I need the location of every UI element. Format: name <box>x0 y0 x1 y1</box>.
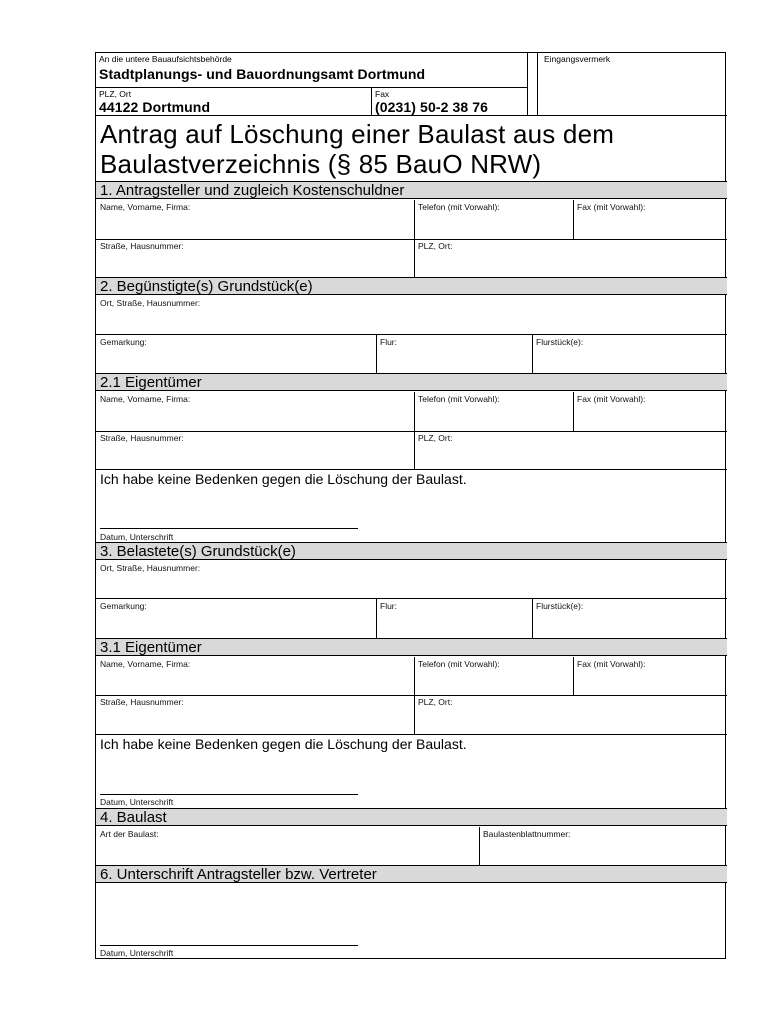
form-header <box>96 53 727 116</box>
section-4-title: 4. Baulast <box>100 809 167 826</box>
s31-fax-label: Fax (mit Vorwahl): <box>577 659 646 669</box>
eingang-label: Eingangsvermerk <box>544 54 611 64</box>
recipient-label: An die untere Bauaufsichtsbehörde <box>99 54 232 64</box>
s31-signature-line[interactable] <box>100 794 358 795</box>
section-2-header <box>96 277 727 295</box>
section-3-1-header <box>96 638 727 656</box>
section-2-1-header <box>96 373 727 391</box>
title-line-2: Baulastverzeichnis (§ 85 BauO NRW) <box>100 149 542 179</box>
recipient-block <box>96 53 528 115</box>
s21-statement: Ich habe keine Bedenken gegen die Löschung der Baulast. <box>100 471 467 487</box>
s31-signature-label: Datum, Unterschrift <box>100 797 174 807</box>
section-3-header <box>96 542 727 560</box>
s2-row-line <box>96 334 727 335</box>
s1-telefon-label: Telefon (mit Vorwahl): <box>418 202 500 212</box>
s4-art-label: Art der Baulast: <box>100 829 159 839</box>
s6-signature-line[interactable] <box>100 945 358 946</box>
application-form <box>95 52 726 959</box>
s3-flurstueck-label: Flurstück(e): <box>536 601 584 611</box>
s3-ort-label: Ort, Straße, Hausnummer: <box>100 563 201 573</box>
s21-telefon-label: Telefon (mit Vorwahl): <box>418 394 500 404</box>
s21-strasse-label: Straße, Hausnummer: <box>100 433 184 443</box>
s1-strasse-label: Straße, Hausnummer: <box>100 241 184 251</box>
s3-row-line <box>96 598 727 599</box>
s31-plz-label: PLZ, Ort: <box>418 697 453 707</box>
s21-row-line <box>96 431 727 432</box>
s2-flurstueck-label: Flurstück(e): <box>536 337 584 347</box>
section-3-title: 3. Belastete(s) Grundstück(e) <box>100 543 296 560</box>
s4-divider <box>479 827 480 865</box>
section-6-header <box>96 865 727 883</box>
s3-flur-label: Flur: <box>380 601 397 611</box>
s3-divider-b <box>532 598 533 638</box>
s31-divider-b <box>573 657 574 695</box>
page-title <box>100 119 614 179</box>
s21-plz-label: PLZ, Ort: <box>418 433 453 443</box>
s21-statement-line <box>96 469 727 470</box>
s1-name-label: Name, Vorname, Firma: <box>100 202 191 212</box>
fax-value: (0231) 50-2 38 76 <box>375 99 489 115</box>
recipient-cell <box>96 53 528 88</box>
s3-divider-a <box>376 598 377 638</box>
plz-cell <box>96 88 372 115</box>
s4-blatt-label: Baulastenblattnummer: <box>483 829 571 839</box>
s1-fax-label: Fax (mit Vorwahl): <box>577 202 646 212</box>
section-4-header <box>96 808 727 826</box>
fax-cell <box>372 88 528 115</box>
plz-label: PLZ, Ort <box>99 89 132 99</box>
s2-divider-a <box>376 334 377 373</box>
recipient-name: Stadtplanungs- und Bauordnungsamt Dortmund <box>99 66 426 82</box>
plz-value: 44122 Dortmund <box>99 99 211 115</box>
s2-divider-b <box>532 334 533 373</box>
header-spacer <box>528 53 538 115</box>
section-1-header <box>96 181 727 199</box>
fax-label: Fax <box>375 89 390 99</box>
s31-strasse-label: Straße, Hausnummer: <box>100 697 184 707</box>
section-6-title: 6. Unterschrift Antragsteller bzw. Vertreter <box>100 866 377 883</box>
s31-name-label: Name, Vorname, Firma: <box>100 659 191 669</box>
s21-fax-label: Fax (mit Vorwahl): <box>577 394 646 404</box>
s2-ort-label: Ort, Straße, Hausnummer: <box>100 298 201 308</box>
s31-statement-line <box>96 734 727 735</box>
s1-divider-b <box>573 200 574 239</box>
s1-plz-label: PLZ, Ort: <box>418 241 453 251</box>
s21-signature-label: Datum, Unterschrift <box>100 532 174 542</box>
s1-row-line <box>96 239 727 240</box>
s21-signature-line[interactable] <box>100 528 358 529</box>
section-3-1-title: 3.1 Eigentümer <box>100 639 202 656</box>
s31-statement: Ich habe keine Bedenken gegen die Löschung der Baulast. <box>100 736 467 752</box>
section-2-1-title: 2.1 Eigentümer <box>100 374 202 391</box>
section-1-title: 1. Antragsteller und zugleich Kostenschuldner <box>100 182 405 199</box>
s31-row-line <box>96 695 727 696</box>
s31-telefon-label: Telefon (mit Vorwahl): <box>418 659 500 669</box>
section-2-title: 2. Begünstigte(s) Grundstück(e) <box>100 278 313 295</box>
title-line-1: Antrag auf Löschung einer Baulast aus dem <box>100 119 615 149</box>
s6-signature-label: Datum, Unterschrift <box>100 948 174 958</box>
s3-gemarkung-label: Gemarkung: <box>100 601 147 611</box>
s21-name-label: Name, Vorname, Firma: <box>100 394 191 404</box>
eingangsvermerk-field[interactable] <box>539 53 727 115</box>
s21-divider-b <box>573 392 574 431</box>
s2-gemarkung-label: Gemarkung: <box>100 337 147 347</box>
s2-flur-label: Flur: <box>380 337 397 347</box>
